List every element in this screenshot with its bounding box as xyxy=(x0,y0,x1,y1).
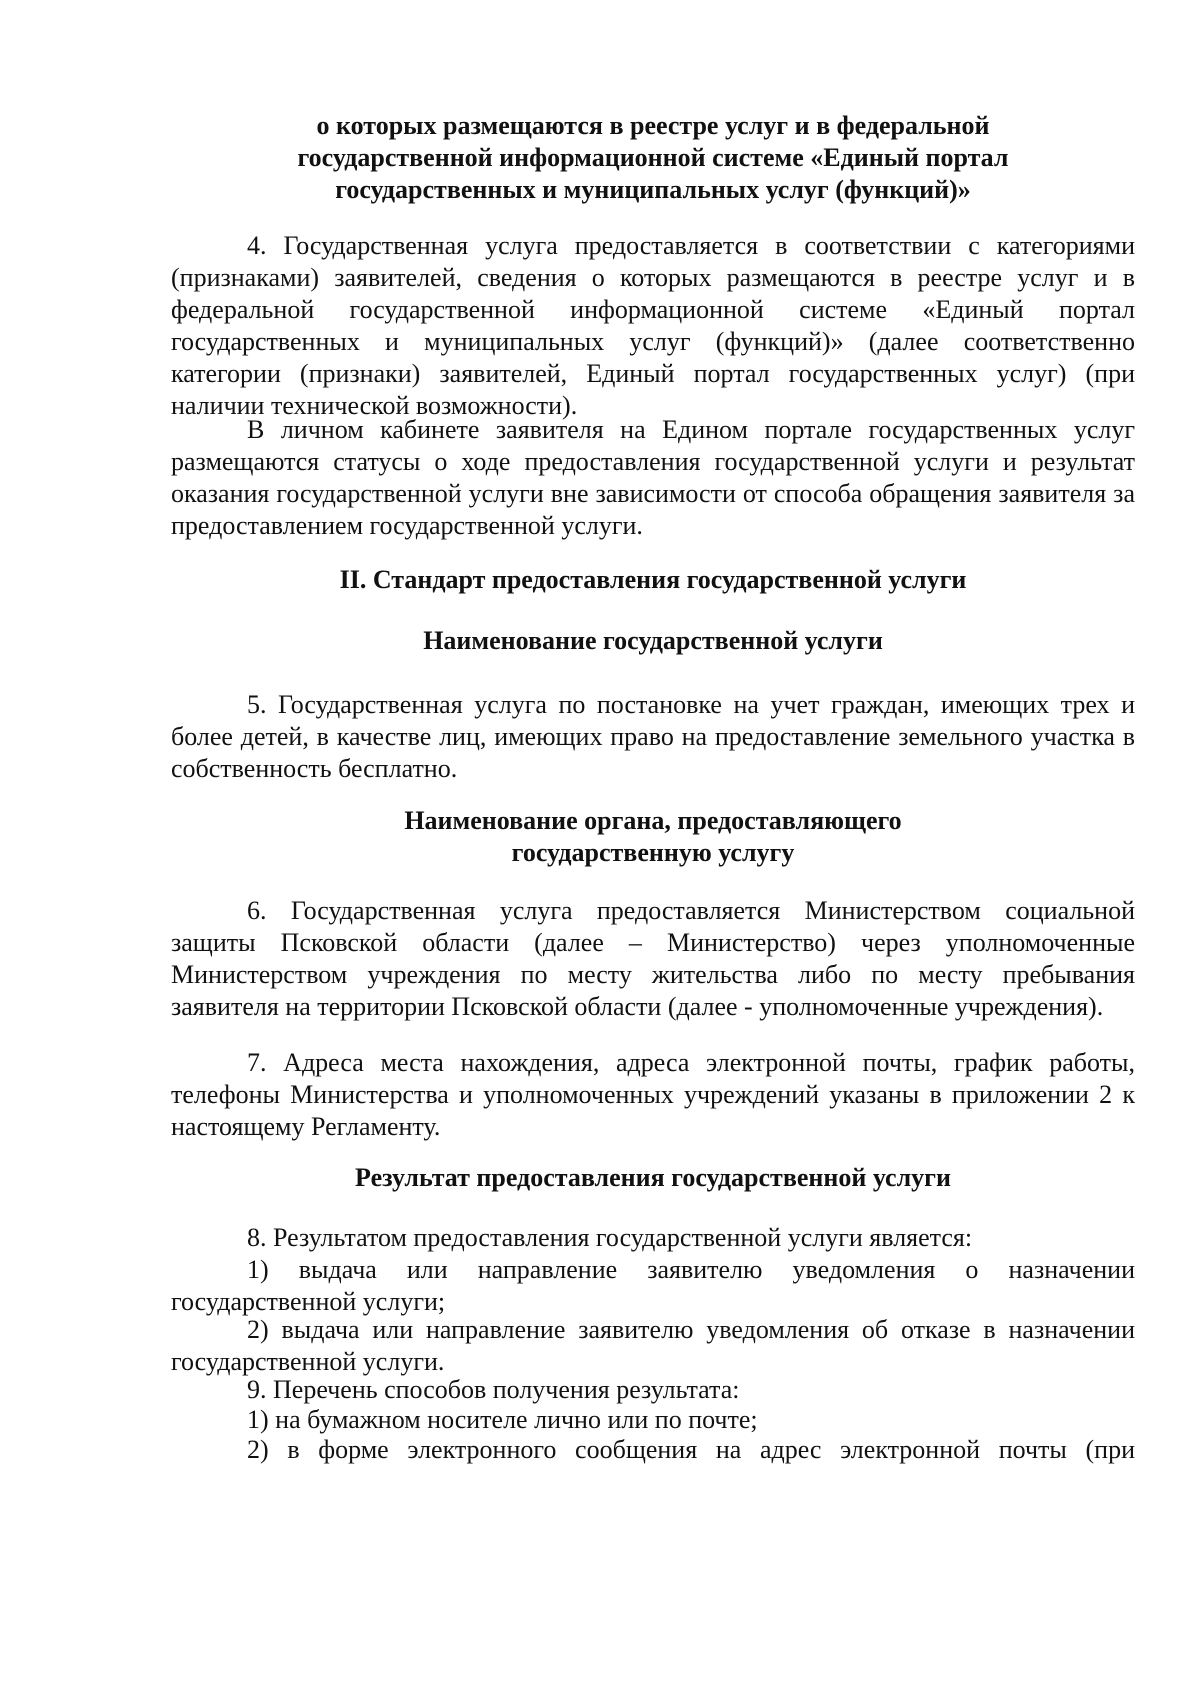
paragraph-5: 5. Государственная услуга по постановке на учет граждан, имеющих трех и более детей, в качестве лиц, имеющих право на предоставление земельного участка в собственность бесплатно. xyxy=(171,690,1135,783)
paragraph-8-item-2: 2) выдача или направление заявителю уведомления об отказе в назначении государственной услуги. xyxy=(171,1315,1135,1376)
organ-heading-line-1: Наименование органа, предоставляющего xyxy=(404,806,902,835)
section-2-heading: II. Стандарт предоставления государственной услуги xyxy=(339,565,967,594)
paragraph-8: 8. Результатом предоставления государственной услуги является: xyxy=(247,1223,973,1252)
top-heading-line-3: государственных и муниципальных услуг (функций)» xyxy=(335,175,971,204)
paragraph-6: 6. Государственная услуга предоставляется Министерством социальной защиты Псковской области (далее – Министерство) через уполномоченные Министерством учреждения по месту жительства либо по месту пребывания заявителя на территории Псковской области (далее - уполномоченные учреждения). xyxy=(171,896,1135,1021)
paragraph-4-continued: В личном кабинете заявителя на Едином портале государственных услуг размещаются статусы о ходе предоставления государственной услуги и результат оказания государственной услуги вне зависимости от способа обращения заявителя за предоставлением государственной услуги. xyxy=(171,415,1135,540)
result-heading: Результат предоставления государственной услуги xyxy=(355,1163,951,1192)
paragraph-9: 9. Перечень способов получения результата: xyxy=(247,1375,740,1404)
top-heading-line-1: о которых размещаются в реестре услуг и в федеральной xyxy=(316,111,990,140)
paragraph-8-item-1: 1) выдача или направление заявителю уведомления о назначении государственной услуги; xyxy=(171,1255,1135,1316)
service-name-heading: Наименование государственной услуги xyxy=(423,626,883,655)
paragraph-7: 7. Адреса места нахождения, адреса электронной почты, график работы, телефоны Министерства и уполномоченных учреждений указаны в приложении 2 к настоящему Регламенту. xyxy=(171,1048,1135,1141)
paragraph-4: 4. Государственная услуга предоставляется в соответствии с категориями (признаками) заявителей, сведения о которых размещаются в реестре услуг и в федеральной государственной информационной системе «Единый портал государственных и муниципальных услуг (функций)» (далее соответственно категории (признаки) заявителей, Единый портал государственных услуг) (при наличии технической возможности). xyxy=(171,231,1135,420)
paragraph-9-item-1: 1) на бумажном носителе лично или по почте; xyxy=(247,1405,758,1434)
top-heading-line-2: государственной информационной системе «Единый портал xyxy=(297,143,1009,172)
paragraph-9-item-2: 2) в форме электронного сообщения на адрес электронной почты (при xyxy=(247,1435,1135,1464)
organ-heading-line-2: государственную услугу xyxy=(511,838,795,867)
top-heading xyxy=(171,110,1135,206)
organ-heading xyxy=(171,805,1135,869)
